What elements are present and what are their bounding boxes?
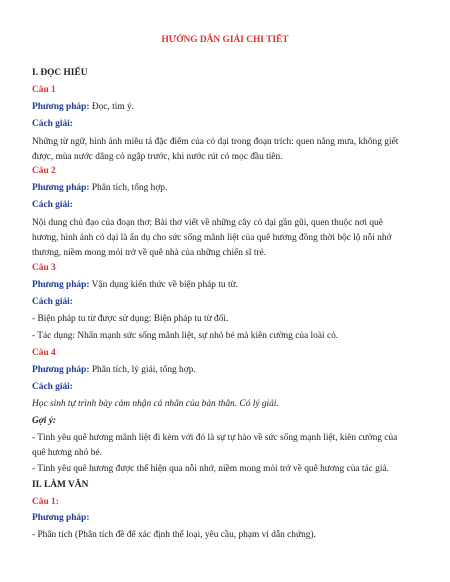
- question-4-answer-line-2: quê hương nhỏ bé.: [32, 448, 102, 458]
- section-heading-reading: I. ĐỌC HIỂU: [32, 68, 88, 78]
- page-title: HƯỚNG DẪN GIẢI CHI TIẾT: [161, 35, 289, 45]
- section-heading-writing: II. LÀM VĂN: [32, 480, 89, 490]
- question-4-instruction: Học sinh tự trình bày cảm nhận cá nhân của bản thân. Có lý giải.: [32, 399, 279, 409]
- method-label: Phương pháp:: [32, 365, 90, 375]
- question-3-solution-label: Cách giải:: [32, 297, 73, 307]
- method-label: Phương pháp:: [32, 280, 90, 290]
- question-3-answer-line-2: - Tác dụng: Nhấn mạnh sức sống mãnh liệt, sự nhỏ bé mà kiên cường của loài cỏ.: [32, 331, 339, 341]
- question-2-answer-line-2: hương, hình ảnh cỏ dại là ẩn dụ cho sức sống mãnh liệt của quê hương đồng thời bộc lộ nỗi nhớ: [32, 233, 392, 243]
- essay-question-1-label: Câu 1:: [32, 497, 59, 507]
- question-3-method: [32, 279, 238, 291]
- method-label: Phương pháp:: [32, 102, 90, 112]
- question-4-solution-label: Cách giải:: [32, 382, 73, 392]
- question-1-method: [32, 101, 134, 113]
- question-2-answer-line-1: Nội dung chủ đạo của đoạn thơ: Bài thơ viết về những cây cỏ dại gần gũi, quen thuộc nơi quê: [32, 218, 383, 228]
- method-text: Phân tích, lý giải, tổng hợp.: [91, 365, 196, 375]
- question-1-solution-label: Cách giải:: [32, 119, 73, 129]
- question-1-answer-line-1: Những từ ngữ, hình ảnh miêu tả đặc điểm của cỏ dại trong đoạn trích: quen nắng mưa, không giết: [32, 137, 399, 147]
- method-label: Phương pháp:: [32, 183, 90, 193]
- question-2-solution-label: Cách giải:: [32, 200, 73, 210]
- question-1-answer-line-2: được, mùa nước dâng cỏ ngập trước, khi nước rút cỏ mọc đầu tiên.: [32, 152, 283, 162]
- question-4-answer-line-1: - Tình yêu quê hương mãnh liệt đi kèm với đó là sự tự hào về sức sống mạnh liệt, kiên cường của: [32, 433, 398, 443]
- essay-question-1-line-1: - Phân tích (Phân tích đề để xác định thể loại, yêu cầu, phạm vi dẫn chứng).: [32, 530, 316, 540]
- essay-question-1-method-label: Phương pháp:: [32, 513, 90, 523]
- question-4-method: [32, 364, 196, 376]
- method-text: Đọc, tìm ý.: [91, 102, 134, 112]
- method-text: Phân tích, tổng hợp.: [91, 183, 168, 193]
- question-4-answer-line-3: - Tình yêu quê hương được thể hiện qua nỗi nhớ, niềm mong mỏi trở về quê hương của tác giả.: [32, 464, 389, 474]
- question-4-hint-label: Gợi ý:: [32, 416, 57, 426]
- question-3-label: Câu 3: [32, 263, 56, 273]
- question-2-method: [32, 182, 167, 194]
- question-3-answer-line-1: - Biện pháp tu từ được sử dụng: Biện pháp tu từ đối.: [32, 314, 229, 324]
- question-2-answer-line-3: thương, niềm mong mỏi trở về quê nhà của những chiến sĩ trẻ.: [32, 248, 267, 258]
- question-1-label: Câu 1: [32, 85, 56, 95]
- question-4-label: Câu 4: [32, 348, 56, 358]
- question-2-label: Câu 2: [32, 166, 56, 176]
- method-text: Vận dụng kiến thức về biện pháp tu từ.: [91, 280, 238, 290]
